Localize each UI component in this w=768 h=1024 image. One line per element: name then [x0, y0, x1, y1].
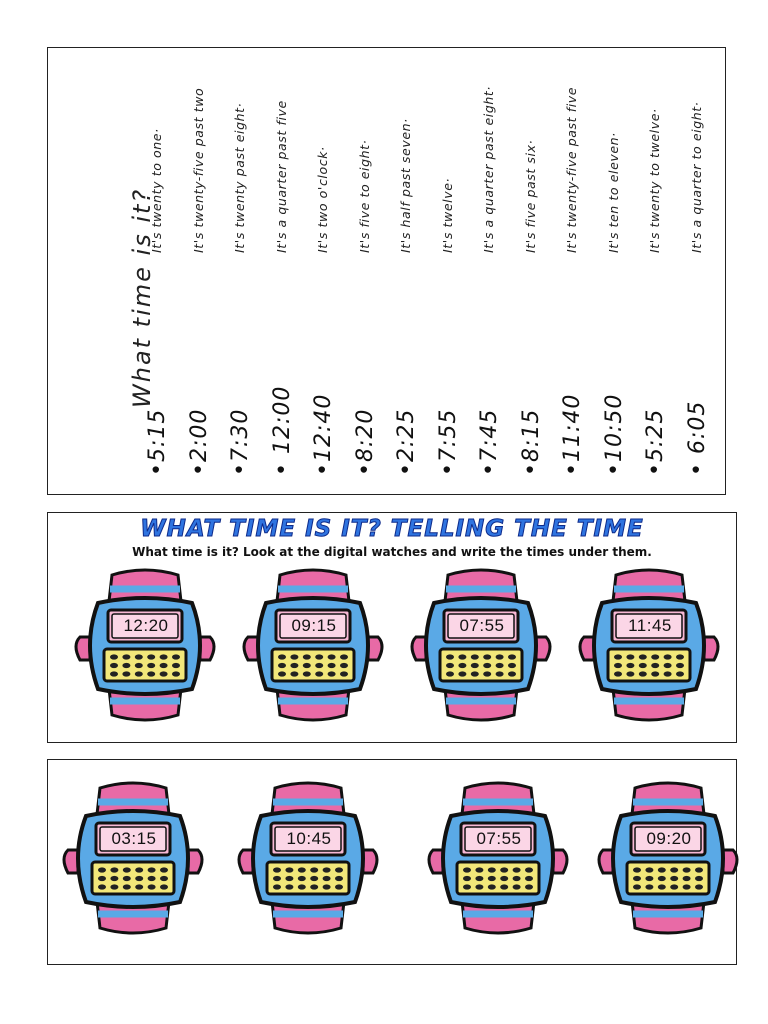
- digital-watch-icon: [233, 778, 383, 938]
- digital-watch: [593, 778, 743, 938]
- sentence-item: It's half past seven·: [398, 118, 413, 253]
- digital-watch-icon: [423, 778, 573, 938]
- digital-watch-icon: [70, 565, 220, 725]
- time-item: •10:50: [601, 393, 627, 476]
- sentence-item: It's five past six·: [522, 139, 538, 253]
- sentence-item: It's a quarter to eight·: [688, 101, 704, 253]
- sentence-item: It's twelve·: [439, 177, 455, 253]
- digital-watch-icon: [593, 778, 743, 938]
- time-item: •7:55: [435, 408, 461, 476]
- time-item: •12:40: [311, 393, 336, 476]
- worksheet-title: What time is it?: [128, 187, 156, 408]
- sentence-item: It's two o'clock·: [315, 146, 330, 253]
- time-item: •8:15: [518, 408, 544, 476]
- sentence-item: It's ten to eleven·: [605, 132, 621, 253]
- watch-worksheet-panel: [47, 512, 737, 743]
- watch-time-display: 12:20: [123, 616, 169, 635]
- time-item: •8:20: [352, 408, 378, 476]
- time-item: •2:00: [186, 408, 212, 476]
- watch-time-display: 09:20: [646, 829, 692, 848]
- digital-watch: [70, 565, 220, 725]
- watch-time-display: 09:15: [291, 616, 337, 635]
- time-item: •2:25: [394, 408, 419, 476]
- digital-watch-icon: [58, 778, 208, 938]
- sentence-item: It's twenty past eight·: [232, 102, 247, 253]
- worksheet-instruction: What time is it? Look at the digital watches and write the times under them.: [132, 545, 652, 559]
- sentence-item: It's twenty-five past two: [190, 87, 206, 253]
- time-item: •11:40: [560, 393, 585, 476]
- worksheet-headline: WHAT TIME IS IT? TELLING THE TIME: [140, 516, 644, 542]
- sentence-item: It's twenty to one·: [149, 128, 164, 253]
- watch-time-display: 10:45: [286, 829, 332, 848]
- digital-watch-icon: [406, 565, 556, 725]
- sentence-item: It's five to eight·: [356, 139, 372, 253]
- sentence-item: It's a quarter past five: [273, 100, 289, 253]
- digital-watch-icon: [238, 565, 388, 725]
- time-item: • 6:05: [684, 400, 710, 476]
- time-item: •5:15: [145, 408, 170, 476]
- time-item: •5:25: [643, 408, 668, 476]
- watch-worksheet-panel-2: [47, 759, 737, 965]
- digital-watch-icon: [574, 565, 724, 725]
- watch-time-display: 03:15: [111, 829, 157, 848]
- matching-worksheet-panel: [47, 47, 726, 495]
- sentence-item: It's twenty-five past five: [564, 86, 579, 253]
- time-item: •7:45: [477, 408, 502, 476]
- watch-time-display: 11:45: [628, 616, 672, 635]
- sentence-item: It's a quarter past eight·: [481, 86, 496, 253]
- digital-watch: [574, 565, 724, 725]
- watch-time-display: 07:55: [459, 616, 505, 635]
- sentence-item: It's twenty to twelve·: [647, 108, 662, 253]
- watch-time-display: 07:55: [476, 829, 522, 848]
- digital-watch: [233, 778, 383, 938]
- digital-watch: [423, 778, 573, 938]
- digital-watch: [406, 565, 556, 725]
- time-item: •7:30: [228, 408, 253, 476]
- digital-watch: [58, 778, 208, 938]
- time-item: • 12:00: [269, 385, 295, 476]
- digital-watch: [238, 565, 388, 725]
